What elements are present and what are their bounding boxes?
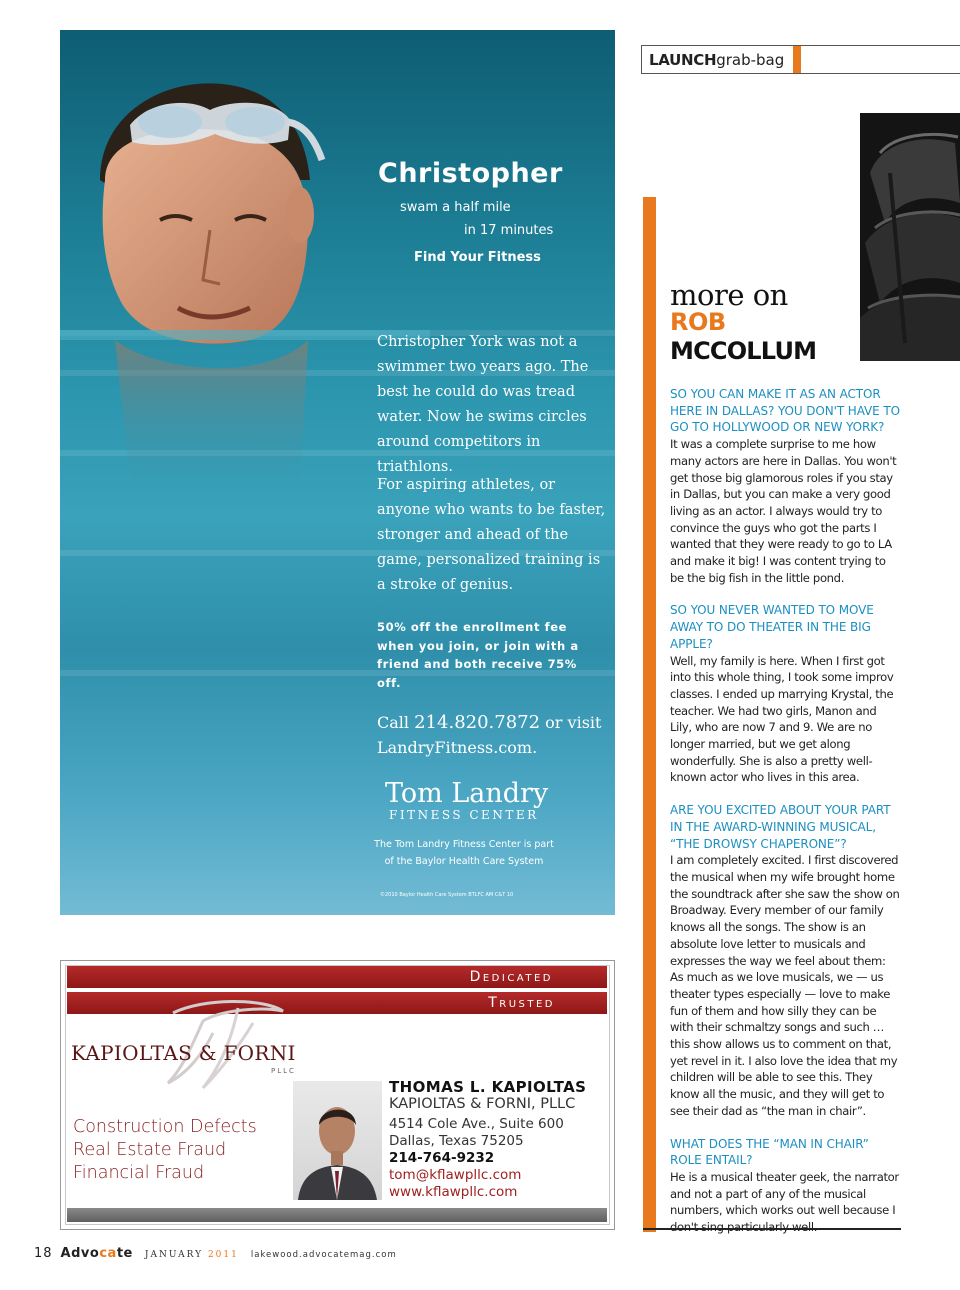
qa-answer: I am completely excited. I first discovered the musical when my wife brought home the soundtrack after she saw the show on Broadway. Every member of our family knows all the songs. The show is an absolute love letter to musicals and expresses the way we feel about them: As much as we love musicals, we — us theater types especially — love to make fun of them and how silly they can be with their schmaltzy songs and such … this show allows us to comment on that, yet revel in it. I also love the idea that my children will be able to see this. They know all the music, and they will get to see their dad as “the man in chair”. bbox=[670, 853, 900, 1118]
qa-answer: It was a complete surprise to me how many actors are here in Dallas. You won't get those big glamorous roles if you stay in Dallas, but you can make a very good living as an actor. I always would try to convince the guys who got the parts I wanted that they were ready to go to LA and make it big! I was content trying to be the big fish in the little pond. bbox=[670, 437, 897, 585]
ad-call-prefix: Call bbox=[377, 713, 410, 732]
ad-body-paragraph: Christopher York was not a swimmer two years ago. The best he could do was tread water. Now he swims circles around competitors in triathlons. bbox=[377, 334, 589, 475]
practice-area: Real Estate Fraud bbox=[73, 1140, 227, 1160]
magazine-name-part: Advo bbox=[60, 1246, 100, 1261]
column-bottom-rule bbox=[643, 1228, 901, 1230]
qa-question: SO YOU NEVER WANTED TO MOVE AWAY TO DO THEATER IN THE BIG APPLE? bbox=[670, 603, 874, 651]
gray-footer-bar bbox=[67, 1208, 607, 1222]
section-header bbox=[641, 45, 960, 74]
attorney-firm: KAPIOLTAS & FORNI, PLLC bbox=[389, 1096, 576, 1112]
article-name-first: ROB bbox=[670, 308, 726, 336]
qa-answer: Well, my family is here. When I first got into this whole thing, I took some improv classes. I ended up marrying Krystal, the teacher. We had two girls, Manon and Lily, who are now 7 and 9. We are no longer married, but we get along wonderfully. She is also a pretty well-known actor who lives in this area. bbox=[670, 653, 894, 785]
ad-tagline: Find Your Fitness bbox=[414, 250, 541, 265]
ad-affiliation: The Tom Landry Fitness Center is part of the Baylor Health Care System bbox=[374, 839, 554, 867]
section-label bbox=[649, 51, 784, 69]
attorney-phone: 214-764-9232 bbox=[389, 1150, 495, 1166]
practice-area: Financial Fraud bbox=[73, 1163, 205, 1183]
qa-question: SO YOU CAN MAKE IT AS AN ACTOR HERE IN DALLAS? YOU DON'T HAVE TO GO TO HOLLYWOOD OR NEW YORK? bbox=[670, 387, 900, 435]
ad-body-paragraph: For aspiring athletes, or anyone who wants to be faster, stronger and ahead of the game, personalized training is a stroke of genius. bbox=[377, 477, 606, 593]
page-footer bbox=[34, 1246, 397, 1262]
orange-accent-bar bbox=[643, 197, 656, 1232]
ad-brand-subtitle: FITNESS CENTER bbox=[389, 808, 539, 822]
issue-year: 2011 bbox=[207, 1250, 239, 1260]
issue-date bbox=[145, 1250, 239, 1260]
banner-text: Trusted bbox=[488, 995, 555, 1011]
page-number: 18 bbox=[34, 1246, 53, 1261]
qa-item bbox=[670, 386, 900, 586]
law-firm-suffix: PLLC bbox=[271, 1067, 296, 1075]
ad-offer: 50% off the enrollment fee when you join, or join with a friend and both receive 75% off. bbox=[377, 620, 579, 690]
section-tab-accent bbox=[793, 46, 801, 73]
attorney-photo bbox=[293, 1081, 382, 1200]
qa-item bbox=[670, 802, 900, 1119]
address-line: 4514 Cole Ave., Suite 600 bbox=[389, 1116, 564, 1132]
red-banner bbox=[67, 966, 607, 988]
article-name-last: MCCOLLUM bbox=[670, 337, 817, 365]
qa-answer: He is a musical theater geek, the narrator and not a part of any of the musical numbers, which works out well because I bbox=[670, 1169, 899, 1218]
qa-question: WHAT DOES THE “MAN IN CHAIR” ROLE ENTAIL? bbox=[670, 1136, 869, 1168]
section-label-bold: LAUNCH bbox=[649, 51, 717, 69]
interview-qa bbox=[670, 386, 900, 1252]
attorney-email-link[interactable]: tom@kflawpllc.com bbox=[389, 1167, 522, 1183]
qa-question: ARE YOU EXCITED ABOUT YOUR PART IN THE AWARD-WINNING MUSICAL, “THE DROWSY CHAPERONE”? bbox=[670, 803, 891, 851]
ad-headline: Christopher bbox=[378, 158, 563, 189]
magazine-name-part: te bbox=[116, 1246, 133, 1261]
issue-month: JANUARY bbox=[144, 1250, 204, 1260]
ad-website: LandryFitness.com. bbox=[377, 738, 538, 757]
law-firm-ad bbox=[60, 960, 615, 1230]
attorney-name: THOMAS L. KAPIOLTAS bbox=[389, 1078, 587, 1096]
ad-subheadline: swam a half mile bbox=[400, 200, 511, 215]
swimmer-photo bbox=[60, 30, 430, 650]
ad-call-to-action bbox=[377, 710, 607, 760]
ad-call-suffix: or visit bbox=[545, 713, 602, 732]
magazine-name-accent: ca bbox=[99, 1246, 117, 1261]
magazine-url: lakewood.advocatemag.com bbox=[250, 1250, 397, 1260]
theater-seats-photo bbox=[860, 113, 960, 361]
qa-item bbox=[670, 1136, 900, 1236]
ad-copyright: ©2010 Baylor Health Care System BTLFC AM C&T 10 bbox=[380, 892, 514, 898]
fitness-ad bbox=[60, 30, 615, 915]
qa-item bbox=[670, 602, 900, 786]
ad-phone: 214.820.7872 bbox=[414, 712, 541, 733]
article-kicker: more on bbox=[670, 278, 788, 312]
section-label-rest: grab-bag bbox=[716, 51, 785, 69]
ad-subheadline: in 17 minutes bbox=[464, 223, 554, 238]
banner-text: Dedicated bbox=[469, 969, 553, 985]
magazine-name bbox=[61, 1246, 133, 1261]
attorney-contact bbox=[389, 1079, 604, 1201]
ad-brand-logo: Tom Landry bbox=[385, 778, 549, 809]
attorney-website-link[interactable]: www.kflawpllc.com bbox=[389, 1184, 518, 1200]
address-line: Dallas, Texas 75205 bbox=[389, 1133, 524, 1149]
practice-area: Construction Defects bbox=[73, 1117, 257, 1137]
law-firm-name: KAPIOLTAS & FORNI bbox=[71, 1041, 296, 1065]
